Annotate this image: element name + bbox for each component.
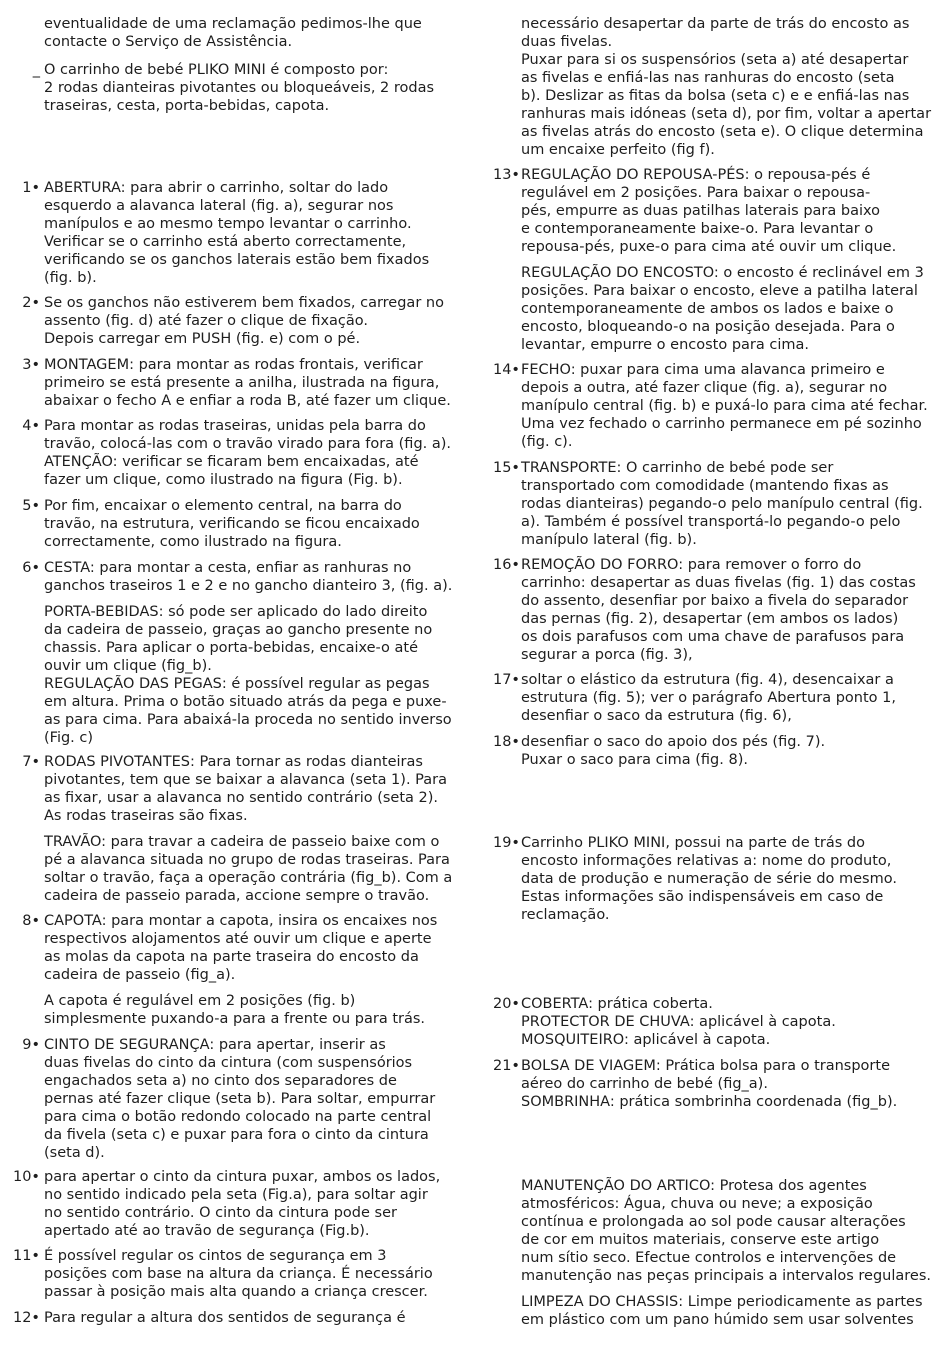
- text-line: as fivelas atrás do encosto (seta e). O clique determina: [521, 124, 924, 140]
- text-line: encosto informações relativas a: nome do produto,: [521, 853, 892, 869]
- item-number: 19•: [492, 835, 520, 851]
- text-line: Por fim, encaixar o elemento central, na barra do: [44, 498, 402, 514]
- text-line: fazer um clique, como ilustrado na figura (Fig. b).: [44, 472, 403, 488]
- text-line: REMOÇÃO DO FORRO: para remover o forro do: [521, 557, 862, 573]
- text-line: pés, empurre as duas patilhas laterais para baixo: [521, 203, 881, 219]
- text-line: manípulo lateral (fig. b).: [521, 532, 697, 548]
- text-line: contínua e prolongada ao sol pode causar alterações: [521, 1214, 906, 1230]
- text-line: para cima o botão redondo colocado na parte central: [44, 1109, 432, 1125]
- text-line: no sentido contrário. O cinto da cintura pode ser: [44, 1205, 397, 1221]
- text-line: um encaixe perfeito (fig f).: [521, 142, 715, 158]
- item-number: 12•: [12, 1310, 40, 1326]
- item-number: 9•: [22, 1037, 40, 1053]
- text-line: Uma vez fechado o carrinho permanece em pé sozinho: [521, 416, 922, 432]
- text-line: contacte o Serviço de Assistência.: [44, 34, 293, 50]
- text-line: CAPOTA: para montar a capota, insira os encaixes nos: [44, 913, 438, 929]
- text-line: soltar o travão, faça a operação contrária (fig_b). Com a: [44, 870, 453, 886]
- text-line: transportado com comodidade (mantendo fixas as: [521, 478, 889, 494]
- text-line: traseiras, cesta, porta-bebidas, capota.: [44, 98, 330, 114]
- text-line: simplesmente puxando-a para a frente ou para trás.: [44, 1011, 426, 1027]
- text-line: depois a outra, até fazer clique (fig. a), segurar no: [521, 380, 888, 396]
- text-line: BOLSA DE VIAGEM: Prática bolsa para o transporte: [521, 1058, 890, 1074]
- text-line: RODAS PIVOTANTES: Para tornar as rodas dianteiras: [44, 754, 423, 770]
- item-number: 4•: [22, 418, 40, 434]
- text-line: do assento, desenfiar por baixo a fivela do separador: [521, 593, 909, 609]
- text-line: O carrinho de bebé PLIKO MINI é composto por:: [44, 62, 389, 78]
- text-line: COBERTA: prática coberta.: [521, 996, 713, 1012]
- text-line: Para montar as rodas traseiras, unidas pela barra do: [44, 418, 426, 434]
- item-number: 21•: [492, 1058, 520, 1074]
- text-line: ranhuras mais idóneas (seta d), por fim, voltar a apertar: [521, 106, 932, 122]
- text-line: As rodas traseiras são fixas.: [44, 808, 248, 824]
- text-line: das pernas (fig. 2), desapertar (em ambos os lados): [521, 611, 899, 627]
- text-line: travão, colocá-las com o travão virado para fora (fig. a).: [44, 436, 452, 452]
- text-line: manípulos e ao mesmo tempo levantar o carrinho.: [44, 216, 412, 232]
- text-line: as molas da capota na parte traseira do encosto da: [44, 949, 419, 965]
- text-line: TRANSPORTE: O carrinho de bebé pode ser: [521, 460, 834, 476]
- text-line: Puxar para si os suspensórios (seta a) até desapertar: [521, 52, 909, 68]
- text-line: LIMPEZA DO CHASSIS: Limpe periodicamente as partes: [521, 1294, 923, 1310]
- text-line: para apertar o cinto da cintura puxar, ambos os lados,: [44, 1169, 441, 1185]
- item-number: 7•: [22, 754, 40, 770]
- item-number: 20•: [492, 996, 520, 1012]
- text-line: esquerdo a alavanca lateral (fig. a), segurar nos: [44, 198, 394, 214]
- text-line: rodas dianteiras) pegando-o pelo manípulo central (fig.: [521, 496, 923, 512]
- item-number: 14•: [492, 362, 520, 378]
- text-line: necessário desapertar da parte de trás do encosto as: [521, 16, 910, 32]
- text-line: da fivela (seta c) e puxar para fora o cinto da cintura: [44, 1127, 429, 1143]
- text-line: abaixar o fecho A e enfiar a roda B, até fazer um clique.: [44, 393, 451, 409]
- text-line: ABERTURA: para abrir o carrinho, soltar do lado: [44, 180, 389, 196]
- text-line: passar à posição mais alta quando a criança crescer.: [44, 1284, 428, 1300]
- text-line: em altura. Prima o botão situado atrás da pega e puxe-: [44, 694, 447, 710]
- text-line: respectivos alojamentos até ouvir um clique e aperte: [44, 931, 432, 947]
- text-line: correctamente, como ilustrado na figura.: [44, 534, 342, 550]
- item-number: 5•: [22, 498, 40, 514]
- text-line: cadeira de passeio parada, accione sempre o travão.: [44, 888, 430, 904]
- text-line: b). Deslizar as fitas da bolsa (seta c) e e enfiá-las nas: [521, 88, 910, 104]
- text-line: regulável em 2 posições. Para baixar o repousa-: [521, 185, 871, 201]
- text-line: (fig. c).: [521, 434, 573, 450]
- text-line: num sítio seco. Efectue controlos e intervenções de: [521, 1250, 897, 1266]
- item-number: 8•: [22, 913, 40, 929]
- text-line: ganchos traseiros 1 e 2 e no gancho dianteiro 3, (fig. a).: [44, 578, 453, 594]
- text-line: da cadeira de passeio, graças ao gancho presente no: [44, 622, 433, 638]
- text-line: FECHO: puxar para cima uma alavanca primeiro e: [521, 362, 885, 378]
- text-line: duas fivelas do cinto da cintura (com suspensórios: [44, 1055, 413, 1071]
- text-line: manípulo central (fig. b) e puxá-lo para cima até fechar.: [521, 398, 928, 414]
- text-line: repousa-pés, puxe-o para cima até ouvir um clique.: [521, 239, 897, 255]
- text-line: Para regular a altura dos sentidos de segurança é: [44, 1310, 406, 1326]
- text-line: contemporaneamente de ambos os lados e baixe o: [521, 301, 894, 317]
- text-line: desenfiar o saco da estrutura (fig. 6),: [521, 708, 792, 724]
- text-line: É possível regular os cintos de segurança em 3: [44, 1248, 387, 1264]
- text-line: MOSQUITEIRO: aplicável à capota.: [521, 1032, 771, 1048]
- text-line: data de produção e numeração de série do mesmo.: [521, 871, 897, 887]
- item-number: 17•: [492, 672, 520, 688]
- text-line: atmosféricos: Água, chuva ou neve; a exposição: [521, 1196, 873, 1212]
- text-line: soltar o elástico da estrutura (fig. 4), desencaixar a: [521, 672, 894, 688]
- text-line: e contemporaneamente baixe-o. Para levantar o: [521, 221, 874, 237]
- text-line: eventualidade de uma reclamação pedimos-lhe que: [44, 16, 422, 32]
- text-line: Estas informações são indispensáveis em caso de: [521, 889, 884, 905]
- text-line: de cor em muitos materiais, conserve este artigo: [521, 1232, 880, 1248]
- text-line: travão, na estrutura, verificando se ficou encaixado: [44, 516, 420, 532]
- text-line: as fivelas e enfiá-las nas ranhuras do encosto (seta: [521, 70, 895, 86]
- text-line: primeiro se está presente a anilha, ilustrada na figura,: [44, 375, 440, 391]
- list-dash: _: [32, 62, 40, 78]
- text-line: carrinho: desapertar as duas fivelas (fig. 1) das costas: [521, 575, 916, 591]
- text-line: as para cima. Para abaixá-la proceda no sentido inverso: [44, 712, 452, 728]
- text-line: duas fivelas.: [521, 34, 613, 50]
- text-line: CESTA: para montar a cesta, enfiar as ranhuras no: [44, 560, 412, 576]
- text-line: verificando se os ganchos laterais estão bem fixados: [44, 252, 430, 268]
- text-line: ATENÇÃO: verificar se ficaram bem encaixadas, até: [44, 454, 419, 470]
- text-line: REGULAÇÃO DO ENCOSTO: o encosto é reclinável em 3: [521, 265, 924, 281]
- text-line: os dois parafusos com uma chave de parafusos para: [521, 629, 905, 645]
- text-line: posições com base na altura da criança. É necessário: [44, 1266, 433, 1282]
- item-number: 2•: [22, 295, 40, 311]
- text-line: (Fig. c): [44, 730, 94, 746]
- item-number: 11•: [12, 1248, 40, 1264]
- text-line: chassis. Para aplicar o porta-bebidas, encaixe-o até: [44, 640, 419, 656]
- text-line: TRAVÃO: para travar a cadeira de passeio baixe com o: [44, 834, 440, 850]
- item-number: 1•: [22, 180, 40, 196]
- text-line: encosto, bloqueando-o na posição desejada. Para o: [521, 319, 895, 335]
- text-line: MANUTENÇÃO DO ARTICO: Protesa dos agentes: [521, 1178, 867, 1194]
- item-number: 13•: [492, 167, 520, 183]
- text-line: pivotantes, tem que se baixar a alavanca (seta 1). Para: [44, 772, 447, 788]
- text-line: REGULAÇÃO DO REPOUSA-PÉS: o repousa-pés é: [521, 167, 871, 183]
- text-line: aéreo do carrinho de bebé (fig_a).: [521, 1076, 768, 1092]
- text-line: Depois carregar em PUSH (fig. e) com o pé.: [44, 331, 361, 347]
- item-number: 3•: [22, 357, 40, 373]
- text-line: engachados seta a) no cinto dos separadores de: [44, 1073, 397, 1089]
- text-line: manutenção nas peças principais a intervalos regulares.: [521, 1268, 931, 1284]
- text-line: CINTO DE SEGURANÇA: para apertar, inserir as: [44, 1037, 386, 1053]
- text-line: posições. Para baixar o encosto, eleve a patilha lateral: [521, 283, 918, 299]
- text-line: ouvir um clique (fig_b).: [44, 658, 212, 674]
- text-line: SOMBRINHA: prática sombrinha coordenada (fig_b).: [521, 1094, 898, 1110]
- text-line: em plástico com um pano húmido sem usar solventes: [521, 1312, 914, 1328]
- text-line: Puxar o saco para cima (fig. 8).: [521, 752, 748, 768]
- text-line: PORTA-BEBIDAS: só pode ser aplicado do lado direito: [44, 604, 428, 620]
- item-number: 15•: [492, 460, 520, 476]
- text-line: no sentido indicado pela seta (Fig.a), para soltar agir: [44, 1187, 428, 1203]
- text-line: MONTAGEM: para montar as rodas frontais, verificar: [44, 357, 423, 373]
- text-line: (fig. b).: [44, 270, 97, 286]
- text-line: a). Também é possível transportá-lo pegando-o pelo: [521, 514, 901, 530]
- text-line: Se os ganchos não estiverem bem fixados, carregar no: [44, 295, 444, 311]
- text-line: 2 rodas dianteiras pivotantes ou bloqueáveis, 2 rodas: [44, 80, 435, 96]
- text-line: PROTECTOR DE CHUVA: aplicável à capota.: [521, 1014, 836, 1030]
- text-line: assento (fig. d) até fazer o clique de fixação.: [44, 313, 368, 329]
- text-line: Carrinho PLIKO MINI, possui na parte de trás do: [521, 835, 865, 851]
- text-line: reclamação.: [521, 907, 610, 923]
- text-line: pé a alavanca situada no grupo de rodas traseiras. Para: [44, 852, 450, 868]
- text-line: desenfiar o saco do apoio dos pés (fig. 7).: [521, 734, 826, 750]
- text-line: apertado até ao travão de segurança (Fig.b).: [44, 1223, 370, 1239]
- text-line: cadeira de passeio (fig_a).: [44, 967, 236, 983]
- text-line: segurar a porca (fig. 3),: [521, 647, 693, 663]
- text-line: A capota é regulável em 2 posições (fig. b): [44, 993, 356, 1009]
- item-number: 16•: [492, 557, 520, 573]
- item-number: 6•: [22, 560, 40, 576]
- text-line: pernas até fazer clique (seta b). Para soltar, empurrar: [44, 1091, 436, 1107]
- text-line: Verificar se o carrinho está aberto correctamente,: [44, 234, 407, 250]
- item-number: 18•: [492, 734, 520, 750]
- text-line: REGULAÇÃO DAS PEGAS: é possível regular as pegas: [44, 676, 430, 692]
- text-line: (seta d).: [44, 1145, 105, 1161]
- text-line: as fixar, usar a alavanca no sentido contrário (seta 2).: [44, 790, 439, 806]
- text-line: levantar, empurre o encosto para cima.: [521, 337, 809, 353]
- text-line: estrutura (fig. 5); ver o parágrafo Abertura ponto 1,: [521, 690, 896, 706]
- item-number: 10•: [12, 1169, 40, 1185]
